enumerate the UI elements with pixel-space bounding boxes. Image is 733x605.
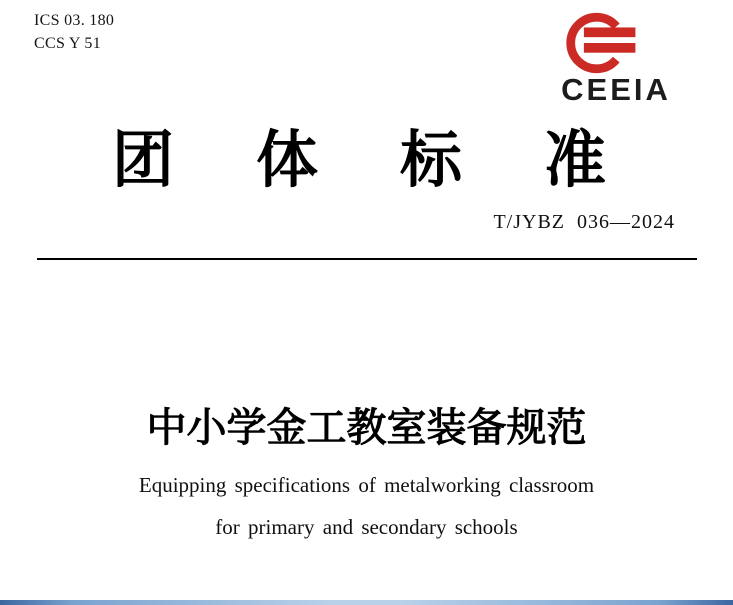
standard-type-char: 标 <box>399 126 462 195</box>
document-title-cn: 中小学金工教室装备规范 <box>146 406 587 450</box>
header-divider-rule <box>37 258 697 260</box>
standard-number: T/JYBZ 036—2024 <box>493 211 675 233</box>
ccs-code: CCS Y 51 <box>34 35 102 52</box>
classification-codes <box>34 9 114 55</box>
ceeia-logo-icon <box>560 8 670 78</box>
standard-type-char: 团 <box>112 126 175 195</box>
standard-type-char: 准 <box>543 126 606 195</box>
standard-type-char: 体 <box>255 126 318 195</box>
ceeia-logo <box>530 2 700 112</box>
ceeia-logo-text: CEEIA <box>561 72 671 107</box>
window-bottom-edge <box>0 600 733 605</box>
standard-type-title <box>112 126 606 196</box>
ics-code: ICS 03. 180 <box>34 12 115 29</box>
document-title-en-line2: for primary and secondary schools <box>215 515 518 539</box>
document-title-en-line1: Equipping specifications of metalworking classroom <box>138 473 595 497</box>
